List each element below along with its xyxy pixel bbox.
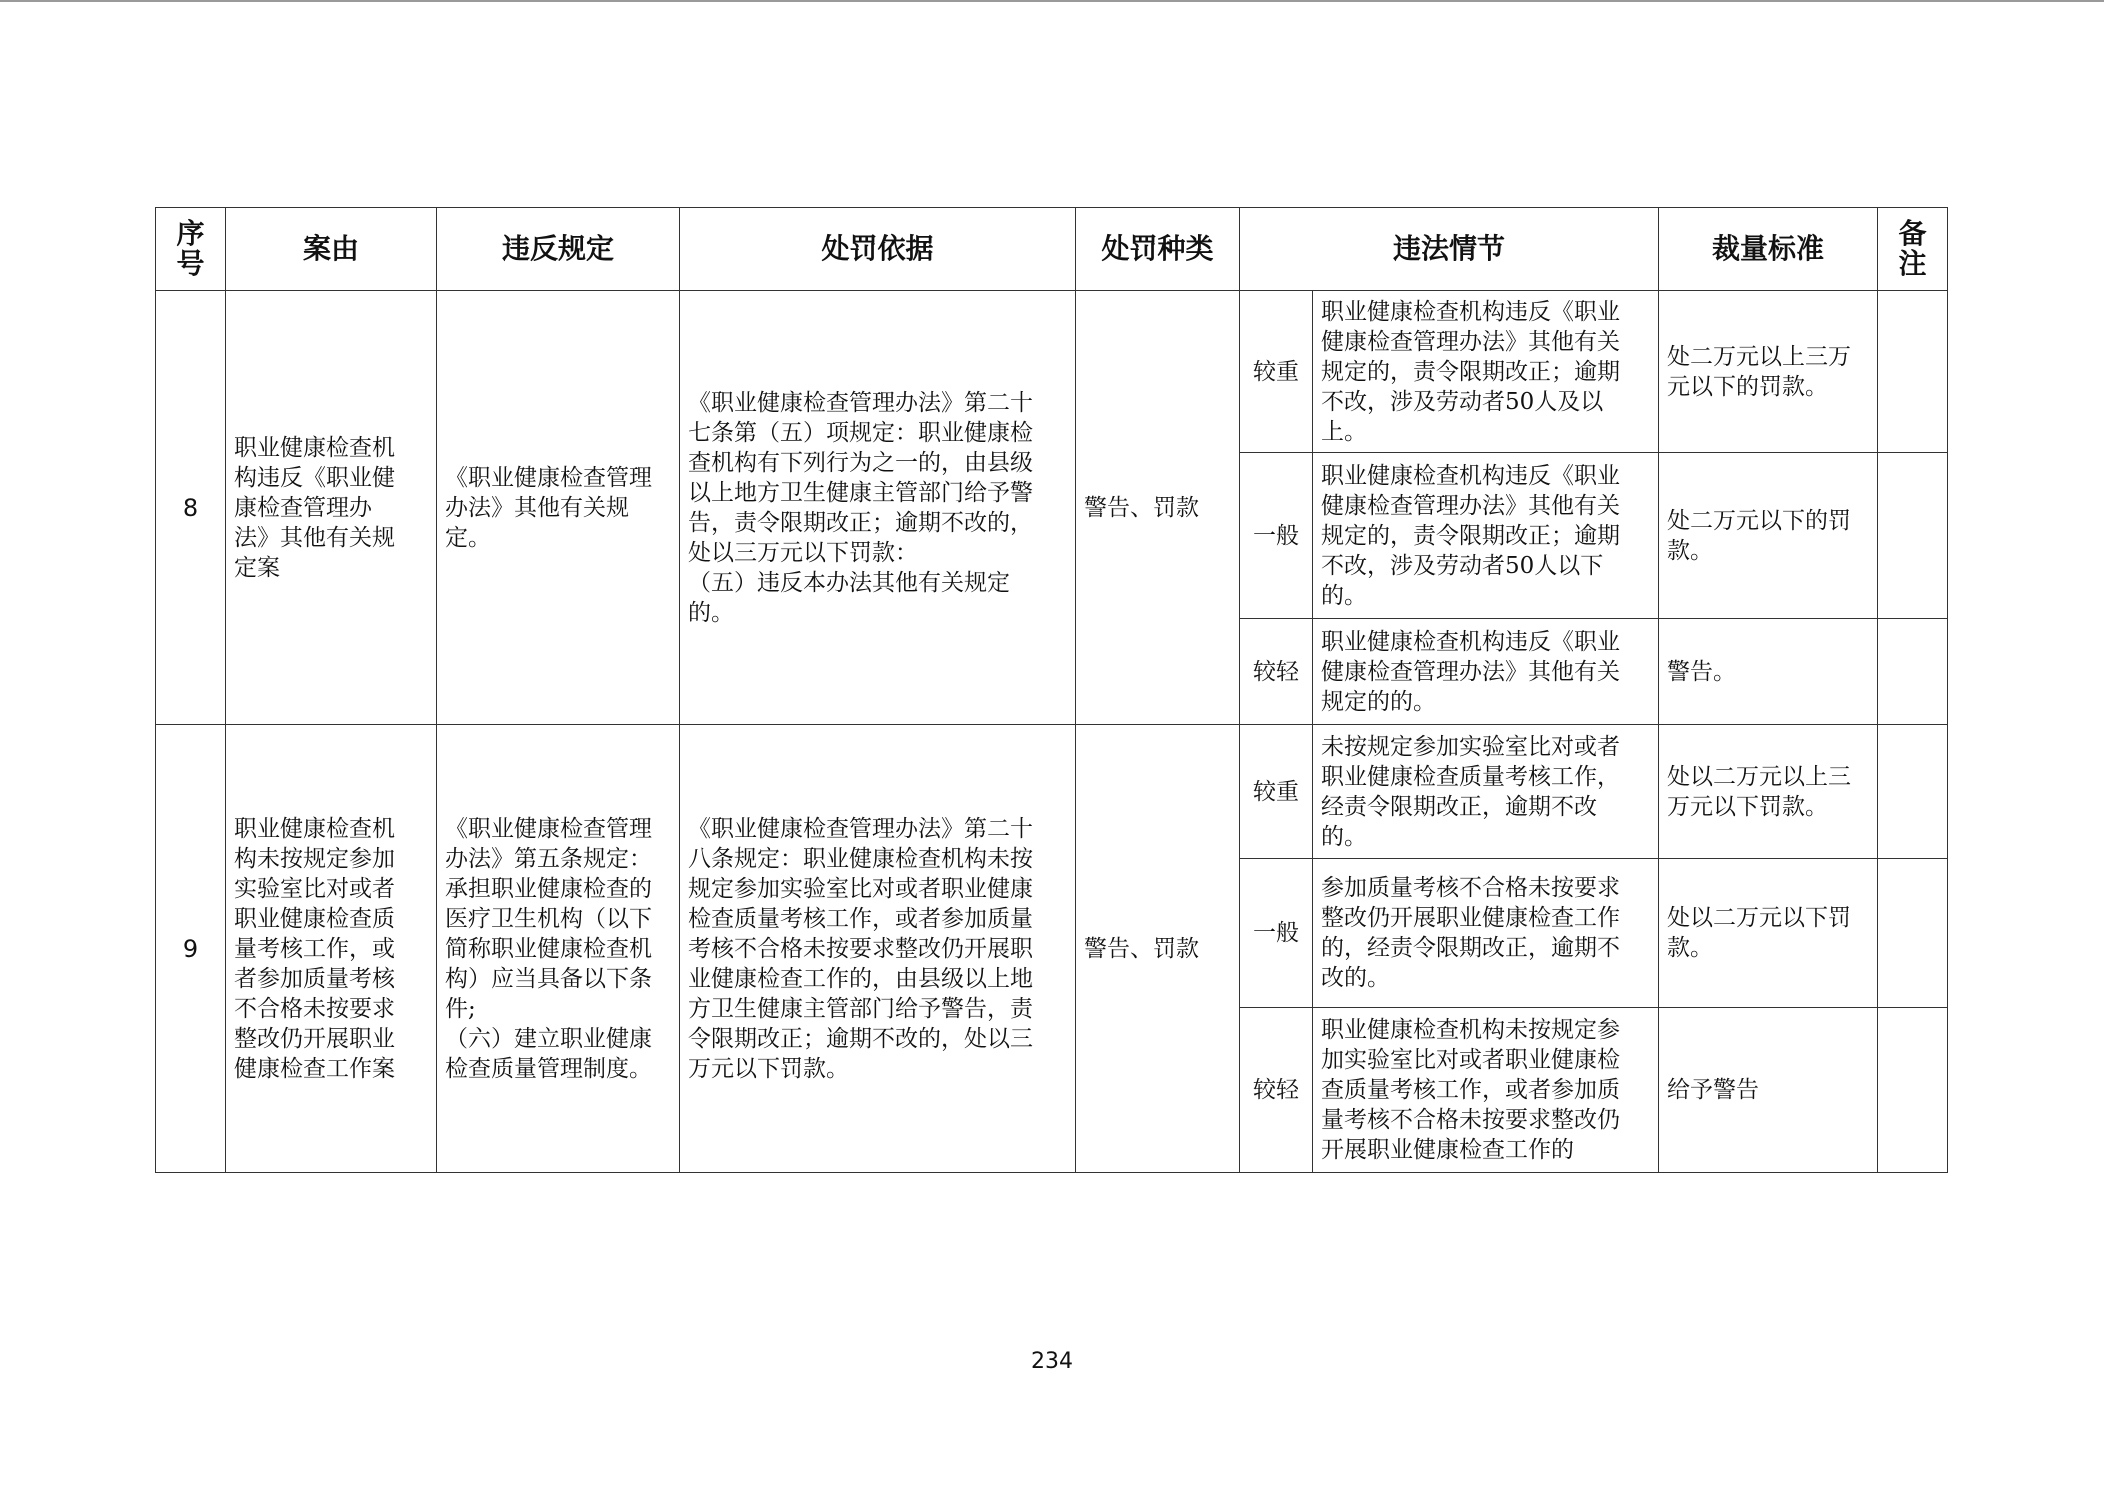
row-standard: 处以二万元以下罚 款。 (1659, 859, 1878, 1008)
row-level: 一般 (1240, 453, 1313, 619)
row-circumstance: 未按规定参加实验室比对或者 职业健康检查质量考核工作， 经责令限期改正，逾期不改 的。 (1313, 725, 1659, 859)
row-circumstance: 职业健康检查机构未按规定参 加实验室比对或者职业健康检 查质量考核工作，或者参加质 量考核不合格未按要求整改仍 开展职业健康检查工作的 (1313, 1008, 1659, 1173)
header-case: 案由 (226, 208, 437, 291)
header-penalty-basis: 处罚依据 (680, 208, 1076, 291)
row-circumstance: 参加质量考核不合格未按要求 整改仍开展职业健康检查工作 的，经责令限期改正，逾期不 改的。 (1313, 859, 1659, 1008)
row-remark (1878, 725, 1948, 859)
row-circumstance: 职业健康检查机构违反《职业 健康检查管理办法》其他有关 规定的的。 (1313, 619, 1659, 725)
row-penalty-basis: 《职业健康检查管理办法》第二十 七条第（五）项规定：职业健康检 查机构有下列行为之一的，由县级 以上地方卫生健康主管部门给予警 告，责令限期改正；逾期不改的， 处以三万元以下罚款： （五）违反本办法其他有关规定 的。 (680, 291, 1076, 725)
row-level: 较重 (1240, 725, 1313, 859)
row-violated-rule: 《职业健康检查管理 办法》其他有关规 定。 (437, 291, 680, 725)
header-circumstance: 违法情节 (1240, 208, 1659, 291)
row-seq: 9 (156, 725, 226, 1173)
header-standard: 裁量标准 (1659, 208, 1878, 291)
row-standard: 处二万元以上三万 元以下的罚款。 (1659, 291, 1878, 453)
row-case: 职业健康检查机 构违反《职业健 康检查管理办 法》其他有关规 定案 (226, 291, 437, 725)
row-penalty-basis: 《职业健康检查管理办法》第二十 八条规定：职业健康检查机构未按 规定参加实验室比对或者职业健康 检查质量考核工作，或者参加质量 考核不合格未按要求整改仍开展职 业健康检查工作的，由县级以上地 方卫生健康主管部门给予警告，责 令限期改正；逾期不改的，处以三 万元以下罚款。 (680, 725, 1076, 1173)
penalty-discretion-table (155, 207, 1948, 1173)
header-penalty-type: 处罚种类 (1076, 208, 1240, 291)
table-row (156, 725, 1948, 859)
row-remark (1878, 1008, 1948, 1173)
table-row (156, 291, 1948, 453)
row-level: 较轻 (1240, 619, 1313, 725)
row-standard: 处二万元以下的罚 款。 (1659, 453, 1878, 619)
page-number: 234 (1031, 1349, 1073, 1374)
header-seq: 序 号 (156, 208, 226, 291)
row-remark (1878, 619, 1948, 725)
row-circumstance: 职业健康检查机构违反《职业 健康检查管理办法》其他有关 规定的，责令限期改正；逾期 不改，涉及劳动者50人及以 上。 (1313, 291, 1659, 453)
row-level: 较重 (1240, 291, 1313, 453)
row-remark (1878, 859, 1948, 1008)
row-standard: 警告。 (1659, 619, 1878, 725)
row-level: 较轻 (1240, 1008, 1313, 1173)
row-remark (1878, 291, 1948, 453)
row-seq: 8 (156, 291, 226, 725)
row-standard: 处以二万元以上三 万元以下罚款。 (1659, 725, 1878, 859)
header-remark: 备 注 (1878, 208, 1948, 291)
row-standard: 给予警告 (1659, 1008, 1878, 1173)
row-case: 职业健康检查机 构未按规定参加 实验室比对或者 职业健康检查质 量考核工作，或 者参加质量考核 不合格未按要求 整改仍开展职业 健康检查工作案 (226, 725, 437, 1173)
header-violated-rule: 违反规定 (437, 208, 680, 291)
header-row (156, 208, 1948, 291)
row-circumstance: 职业健康检查机构违反《职业 健康检查管理办法》其他有关 规定的，责令限期改正；逾期 不改，涉及劳动者50人以下 的。 (1313, 453, 1659, 619)
top-border-line (0, 0, 2104, 2)
row-penalty-type: 警告、罚款 (1076, 291, 1240, 725)
row-penalty-type: 警告、罚款 (1076, 725, 1240, 1173)
row-remark (1878, 453, 1948, 619)
row-level: 一般 (1240, 859, 1313, 1008)
row-violated-rule: 《职业健康检查管理 办法》第五条规定： 承担职业健康检查的 医疗卫生机构（以下 简称职业健康检查机 构）应当具备以下条 件; （六）建立职业健康 检查质量管理制度。 (437, 725, 680, 1173)
